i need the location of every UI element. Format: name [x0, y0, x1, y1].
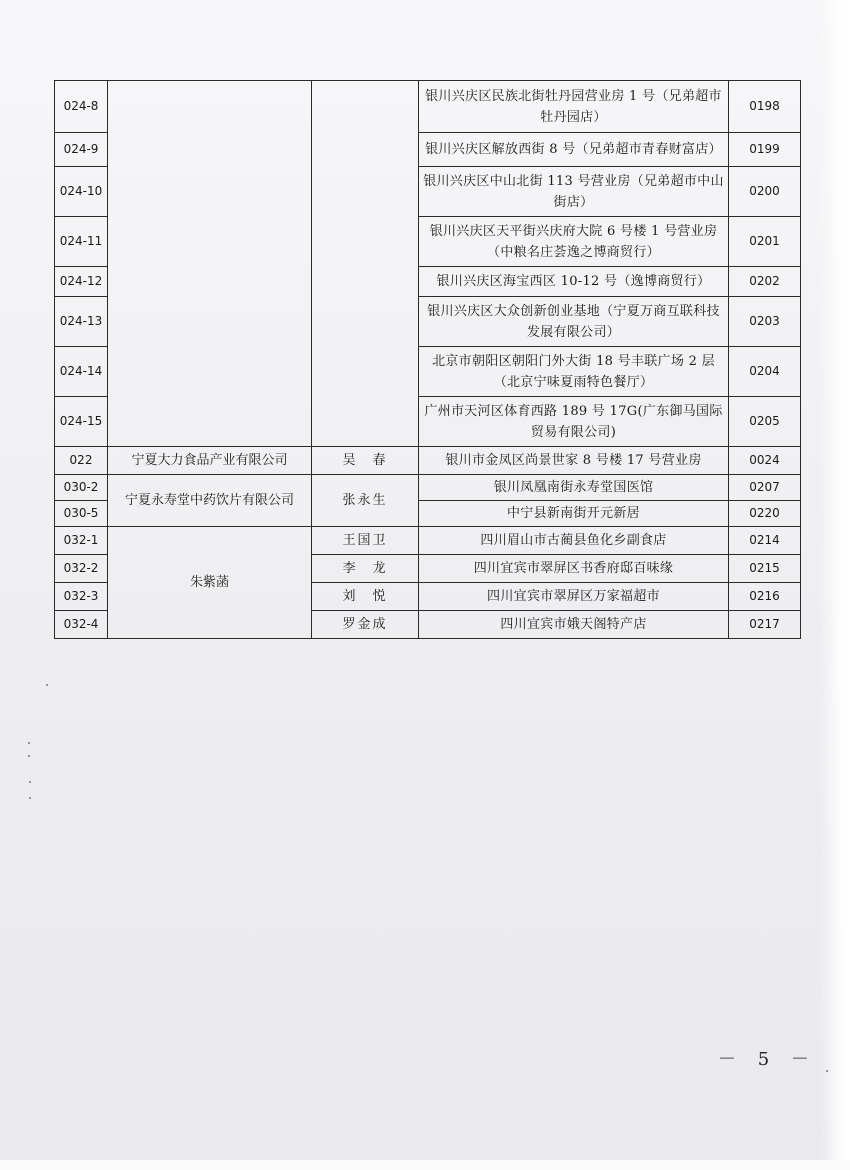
row-number: 0216 [729, 583, 801, 611]
table-row [55, 475, 801, 501]
row-address: 四川宜宾市翠屏区书香府邸百味缘 [419, 555, 729, 583]
row-address: 北京市朝阳区朝阳门外大街 18 号丰联广场 2 层（北京宁味夏雨特色餐厅） [419, 347, 729, 397]
registry-table [54, 80, 801, 639]
scan-speck [46, 684, 48, 686]
scan-speck [28, 755, 30, 757]
row-code: 024-8 [55, 81, 108, 133]
scan-speck [29, 797, 31, 799]
company-name: 宁夏永寿堂中药饮片有限公司 [108, 475, 312, 527]
row-address: 广州市天河区体育西路 189 号 17G(广东御马国际贸易有限公司) [419, 397, 729, 447]
row-address: 银川兴庆区解放西街 8 号（兄弟超市青春财富店） [419, 133, 729, 167]
row-number: 0201 [729, 217, 801, 267]
row-code: 032-3 [55, 583, 108, 611]
row-number: 0200 [729, 167, 801, 217]
row-number: 0198 [729, 81, 801, 133]
row-number: 0214 [729, 527, 801, 555]
row-number: 0217 [729, 611, 801, 639]
table-row [55, 447, 801, 475]
row-address: 银川兴庆区天平街兴庆府大院 6 号楼 1 号营业房（中粮名庄荟逸之博商贸行） [419, 217, 729, 267]
contact-person: 张永生 [312, 475, 419, 527]
company-cell-empty [108, 81, 312, 447]
row-code: 022 [55, 447, 108, 475]
person-cell-empty [312, 81, 419, 447]
scan-speck [29, 781, 31, 783]
row-code: 024-9 [55, 133, 108, 167]
row-address: 银川兴庆区民族北街牡丹园营业房 1 号（兄弟超市牡丹园店） [419, 81, 729, 133]
row-code: 024-13 [55, 297, 108, 347]
row-address: 四川宜宾市娥天阁特产店 [419, 611, 729, 639]
contact-person: 罗金成 [312, 611, 419, 639]
row-code: 024-15 [55, 397, 108, 447]
contact-person: 刘 悦 [312, 583, 419, 611]
row-number: 0220 [729, 501, 801, 527]
row-code: 030-2 [55, 475, 108, 501]
paper-bottom-edge [0, 1160, 850, 1170]
row-number: 0215 [729, 555, 801, 583]
row-code: 024-10 [55, 167, 108, 217]
row-code: 032-4 [55, 611, 108, 639]
paper-edge [820, 0, 850, 1170]
row-address: 四川宜宾市翠屏区万家福超市 [419, 583, 729, 611]
row-address: 银川市金凤区尚景世家 8 号楼 17 号营业房 [419, 447, 729, 475]
row-number: 0207 [729, 475, 801, 501]
row-number: 0205 [729, 397, 801, 447]
row-code: 032-1 [55, 527, 108, 555]
row-number: 0204 [729, 347, 801, 397]
row-code: 024-12 [55, 267, 108, 297]
contact-person: 李 龙 [312, 555, 419, 583]
row-address: 银川兴庆区大众创新创业基地（宁夏万商互联科技发展有限公司） [419, 297, 729, 347]
row-number: 0024 [729, 447, 801, 475]
row-code: 032-2 [55, 555, 108, 583]
contact-person: 吴 春 [312, 447, 419, 475]
scan-speck [28, 742, 30, 744]
table-row [55, 527, 801, 555]
row-code: 030-5 [55, 501, 108, 527]
page-number: － 5 － [718, 1049, 817, 1070]
row-number: 0202 [729, 267, 801, 297]
row-number: 0203 [729, 297, 801, 347]
row-code: 024-11 [55, 217, 108, 267]
company-name: 朱紫菡 [108, 527, 312, 639]
row-address: 银川兴庆区海宝西区 10-12 号（逸博商贸行） [419, 267, 729, 297]
company-name: 宁夏大力食品产业有限公司 [108, 447, 312, 475]
contact-person: 王国卫 [312, 527, 419, 555]
row-address: 银川凤凰南街永寿堂国医馆 [419, 475, 729, 501]
table-row [55, 81, 801, 133]
row-number: 0199 [729, 133, 801, 167]
scan-speck [826, 1070, 828, 1072]
row-address: 四川眉山市古蔺县鱼化乡副食店 [419, 527, 729, 555]
row-address: 银川兴庆区中山北街 113 号营业房（兄弟超市中山街店） [419, 167, 729, 217]
row-code: 024-14 [55, 347, 108, 397]
row-address: 中宁县新南街开元新居 [419, 501, 729, 527]
